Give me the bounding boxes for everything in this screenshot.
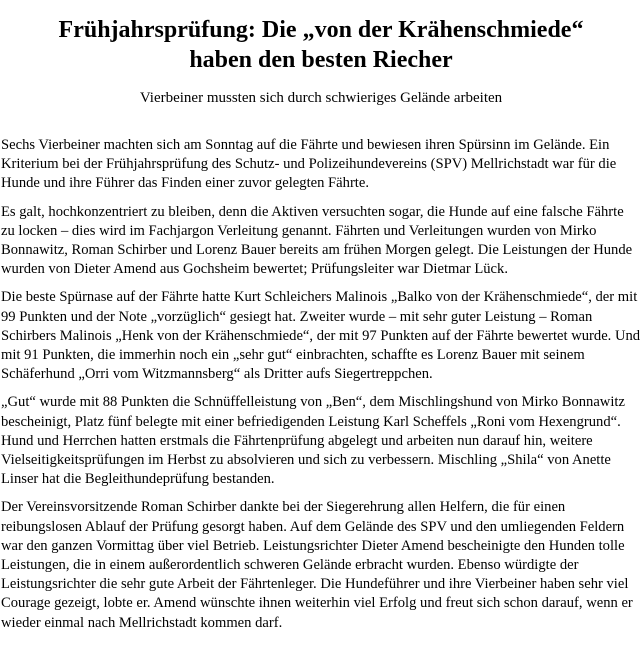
paragraph-5: Der Vereinsvorsitzende Roman Schirber dankte bei der Siegerehrung allen Helfern, die für einen reibungslosen Ablauf der Prüfung gesorgt haben. Auf dem Gelände des SPV und den umliegenden Feldern war den ganzen Vormittag über viel Betrieb. Leistungsrichter Dieter Amend bescheinigte den Hunden tolle Leistungen, die in einem außerordentlich schweren Gelände erbracht wurden. Ebenso würdigte der Leistungsrichter die sehr gute Arbeit der Fährtenleger. Die Hundeführer und ihre Vierbeiner haben sehr viel Courage gezeigt, lobte er. Amend wünschte ihnen weiterhin viel Erfolg und freut sich schon darauf, wenn er wieder einmal nach Mellrichstadt kommen darf. — [1, 499, 633, 631]
headline-line-1: Frühjahrsprüfung: Die „von der Krähenschmiede“ — [58, 17, 584, 43]
article-body — [1, 136, 641, 633]
paragraph-1: Sechs Vierbeiner machten sich am Sonntag auf die Fährte und bewiesen ihren Spürsinn im Gelände. Ein Kriterium bei der Frühjahrsprüfung des Schutz- und Polizeihundevereins (SPV) Mellrichstadt war für die Hunde und ihre Führer das Finden einer zuvor gelegten Fährte. — [1, 137, 617, 192]
headline-line-2: haben den besten Riecher — [189, 47, 453, 73]
paragraph-2: Es galt, hochkonzentriert zu bleiben, denn die Aktiven versuchten sogar, die Hunde auf eine falsche Fährte zu locken – dies wird im Fachjargon Verleitung genannt. Fährten und Verleitungen wurden von Mirko Bonnawitz, Roman Schirber und Lorenz Bauer bereits am frühen Morgen gelegt. Die Leistungen der Hunde wurden von Dieter Amend aus Gochsheim bewertet; Prüfungsleiter war Dietmar Lück. — [1, 203, 633, 278]
headline — [1, 15, 641, 75]
paragraph-4: „Gut“ wurde mit 88 Punkten die Schnüffelleistung von „Ben“, dem Mischlingshund von Mirko Bonnawitz bescheinigt, Platz fünf belegte mit einer befriedigenden Leistung Karl Scheffels „Roni vom Hexengrund“. Hund und Herrchen hatten erstmals die Fährtenprüfung abgelegt und arbeiten nun darauf hin, weitere Vielseitigkeitsprüfungen im Herbst zu absolvieren und sich zu verbessern. Mischling „Shila“ von Anette Linser hat die Begleithundeprüfung bestanden. — [1, 394, 625, 488]
article-page — [0, 15, 643, 668]
subheadline: Vierbeiner mussten sich durch schwieriges Gelände arbeiten — [139, 90, 503, 106]
paragraph-3: Die beste Spürnase auf der Fährte hatte Kurt Schleichers Malinois „Balko von der Krähenschmiede“, der mit 99 Punkten und der Note „vorzüglich“ gesiegt hat. Zweiter wurde – mit sehr guter Leistung – Roman Schirbers Malinois „Henk von der Krähenschmiede“, der mit 97 Punkten auf der Fährte bewertet wurde. Und mit 91 Punkten, die immerhin noch ein „sehr gut“ einbrachten, schaffte es Lorenz Bauer mit seinem Schäferhund „Orri vom Witzmannsberg“ als Dritter aufs Siegertreppchen. — [1, 289, 641, 383]
